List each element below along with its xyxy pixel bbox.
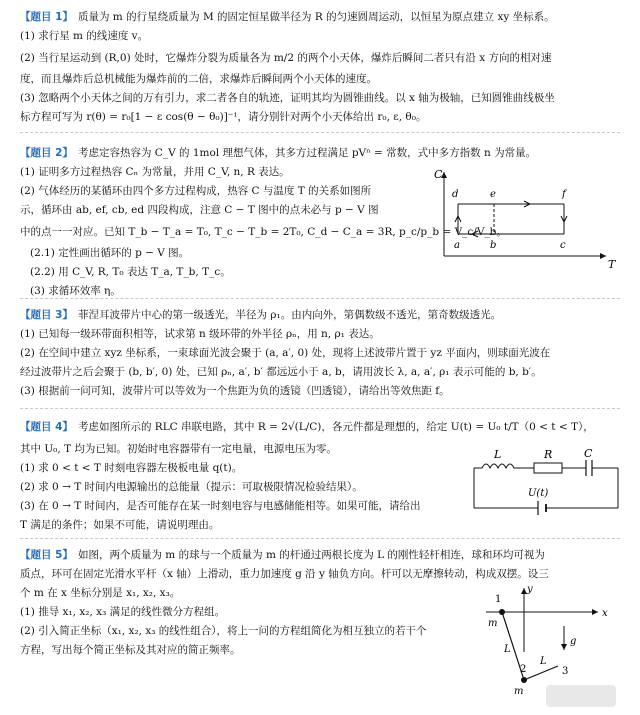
ball-2-label: 2 [520, 664, 527, 675]
divider [20, 538, 620, 539]
problem-1-line-0: 质量为 m 的行星绕质量为 M 的固定恒星做半径为 R 的匀速圆周运动，以恒星为原点建立 xy 坐标系。 [77, 11, 555, 23]
problem-3-line-2: (2) 在空间中建立 xyz 坐标系，一束球面光波会聚于 (a, a′, 0) 处，现将上述波带片置于 yz 平面内，则球面光波在 [20, 347, 551, 359]
problem-3-line-1: (1) 已知每一级环带面积相等，试求第 n 级环带的外半径 ρₙ，用 n, ρ₁ 表达。 [20, 328, 380, 340]
problem-1-line-3: 度，而且爆炸后总机械能为爆炸前的二倍，求爆炸后瞬间两个小天体的速度。 [20, 73, 377, 85]
problem-5-line-0: 如图，两个质量为 m 的球与一个质量为 m 的杆通过两根长度为 L 的刚性轻杆相连，球和环均可视为 [77, 549, 545, 561]
c-t-graph [428, 164, 623, 274]
problem-5-line-2: 个 m 在 x 坐标分别是 x₁, x₂, x₃。 [20, 587, 181, 599]
problem-5-line-4: (2) 引入简正坐标（x₁, x₂, x₃ 的线性组合），将上一问的方程组简化为相互独立的若干个 [20, 625, 427, 637]
rod-1-label: L [504, 644, 511, 655]
problem-2-line-1: (1) 证明多方过程热容 Cₙ 为常量，并用 C_V, n, R 表达。 [20, 166, 290, 178]
problem-4-line-4: (3) 在 0 → T 时间内，是否可能存在某一时刻电容与电感储能相等。如果可能，请给出 [20, 500, 421, 512]
problem-4-line-2: (1) 求 0 < t < T 时刻电容器左极板电量 q(t)。 [20, 462, 243, 474]
problem-1-line-5: 标方程可写为 r(θ) = r₀[1 − ε cos(θ − θ₀)]⁻¹，请分别针对两个小天体给出 r₀, ε, θ₀。 [20, 111, 427, 123]
capacitor-label: C [584, 447, 593, 460]
problem-2-line-3: 示，循环由 ab, ef, cb, ed 四段构成，注意 C − T 图中的点未必与 p − V 图 [20, 204, 379, 216]
divider [20, 408, 620, 409]
problem-5-line-5: 方程，写出每个简正坐标及其对应的简正频率。 [20, 644, 241, 656]
problem-2-line-6: (2.2) 用 C_V, R, T₀ 表达 T_a, T_b, T_c。 [30, 266, 231, 278]
divider [20, 298, 620, 299]
problem-2-line-0: 考虑定容热容为 C_V 的 1mol 理想气体，其多方过程满足 pVⁿ = 常数，式中多方指数 n 为常量。 [77, 147, 537, 159]
problem-3-line-3: 经过波带片之后会聚于 (b, b′, 0) 处，已知 ρₙ, a′, b′ 都远远小于 a, b，请用波长 λ, a, a′, ρ₁ 表示可能的 b, b′。 [20, 366, 542, 378]
problem-3-tag: 【题目 3】 [20, 309, 73, 321]
divider [20, 132, 620, 133]
problem-4-line-5: T 满足的条件；如果不可能，请说明理由。 [20, 519, 220, 531]
problem-4-line-3: (2) 求 0 → T 时间内电源输出的总能量（提示：可取极限情况检验结果）。 [20, 481, 363, 493]
t-axis-label: T [608, 258, 616, 271]
problem-1-line-2: (2) 当行星运动到 (R,0) 处时，它爆炸分裂为质量各为 m/2 的两个小天体，爆炸后瞬间二者只有沿 x 方向的相对速 [20, 52, 552, 64]
ball-2-mass-label: m [514, 686, 524, 697]
problem-5-tag: 【题目 5】 [20, 549, 73, 561]
gravity-label: g [570, 636, 577, 647]
problem-3-line-0: 菲涅耳波带片中心的第一级透光，半径为 ρ₁。由内向外，第偶数级不透光，第奇数级透光。 [77, 309, 502, 321]
problem-2-line-5: (2.1) 定性画出循环的 p − V 图。 [30, 247, 190, 259]
problem-5-line-1: 质点，环可在固定光滑水平杆（x 轴）上滑动，重力加速度 g 沿 y 轴负方向。杆可以无摩擦转动，构成双摆。设三 [20, 568, 549, 580]
point-f: f [562, 189, 566, 200]
point-e: e [490, 189, 496, 200]
problem-4-line-0: 考虑如图所示的 RLC 串联电路，其中 R = 2√(L/C)，各元件都是理想的，给定 U(t) = U₀ t/T（0 < t < T）， [77, 421, 594, 433]
problem-1-line-4: (3) 忽略两个小天体之间的万有引力，求二者各自的轨迹，证明其均为圆锥曲线。以 x 轴为极轴，已知圆锥曲线极坐 [20, 92, 555, 104]
problem-2-line-7: (3) 求循环效率 η。 [30, 285, 121, 297]
c-axis-label: C [434, 168, 443, 181]
rlc-circuit-diagram [466, 446, 626, 524]
problem-2-tag: 【题目 2】 [20, 147, 73, 159]
problem-5-line-3: (1) 推导 x₁, x₂, x₃ 满足的线性微分方程组。 [20, 606, 226, 618]
problem-4-tag: 【题目 4】 [20, 421, 73, 433]
problem-1 [20, 8, 620, 127]
source-label: U(t) [528, 488, 549, 499]
problem-2-line-4: 中的点一一对应。已知 T_b − T_a = T₀, T_c − T_b = 2T₀, C_d − C_a = 3R, p_c/p_b = V_c/V_b。 [20, 226, 507, 238]
inductor-label: L [494, 448, 502, 461]
rod-2 [524, 666, 558, 680]
ball-3-label: 3 [562, 666, 569, 677]
problem-1-tag: 【题目 1】 [20, 11, 73, 23]
inductor-symbol [474, 464, 530, 468]
y-axis-label: y [527, 584, 533, 595]
resistor-label: R [544, 448, 553, 461]
point-c: c [560, 240, 566, 251]
problem-1-line-1: (1) 求行星 m 的线速度 v。 [20, 30, 149, 42]
point-d: d [452, 189, 459, 200]
rod-2-label: L [540, 656, 547, 667]
ring-mass-label: m [488, 618, 498, 629]
point-b: b [490, 240, 497, 251]
problem-3-line-4: (3) 根据前一问可知，波带片可以等效为一个焦距为负的透镜（凹透镜），请给出等效焦距 f。 [20, 385, 450, 397]
point-a: a [454, 240, 460, 251]
ring-1-label: 1 [495, 594, 502, 605]
problem-2-line-2: (2) 气体经历的某循环由四个多方过程构成，热容 C 与温度 T 的关系如图所 [20, 185, 372, 197]
x-axis-label: x [602, 608, 608, 619]
problem-3 [20, 306, 620, 401]
problem-4-line-1: 其中 U₀, T 均为已知。初始时电容器带有一定电量，电源电压为零。 [20, 443, 337, 455]
watermark-logo [546, 685, 616, 707]
resistor-symbol [534, 463, 562, 473]
